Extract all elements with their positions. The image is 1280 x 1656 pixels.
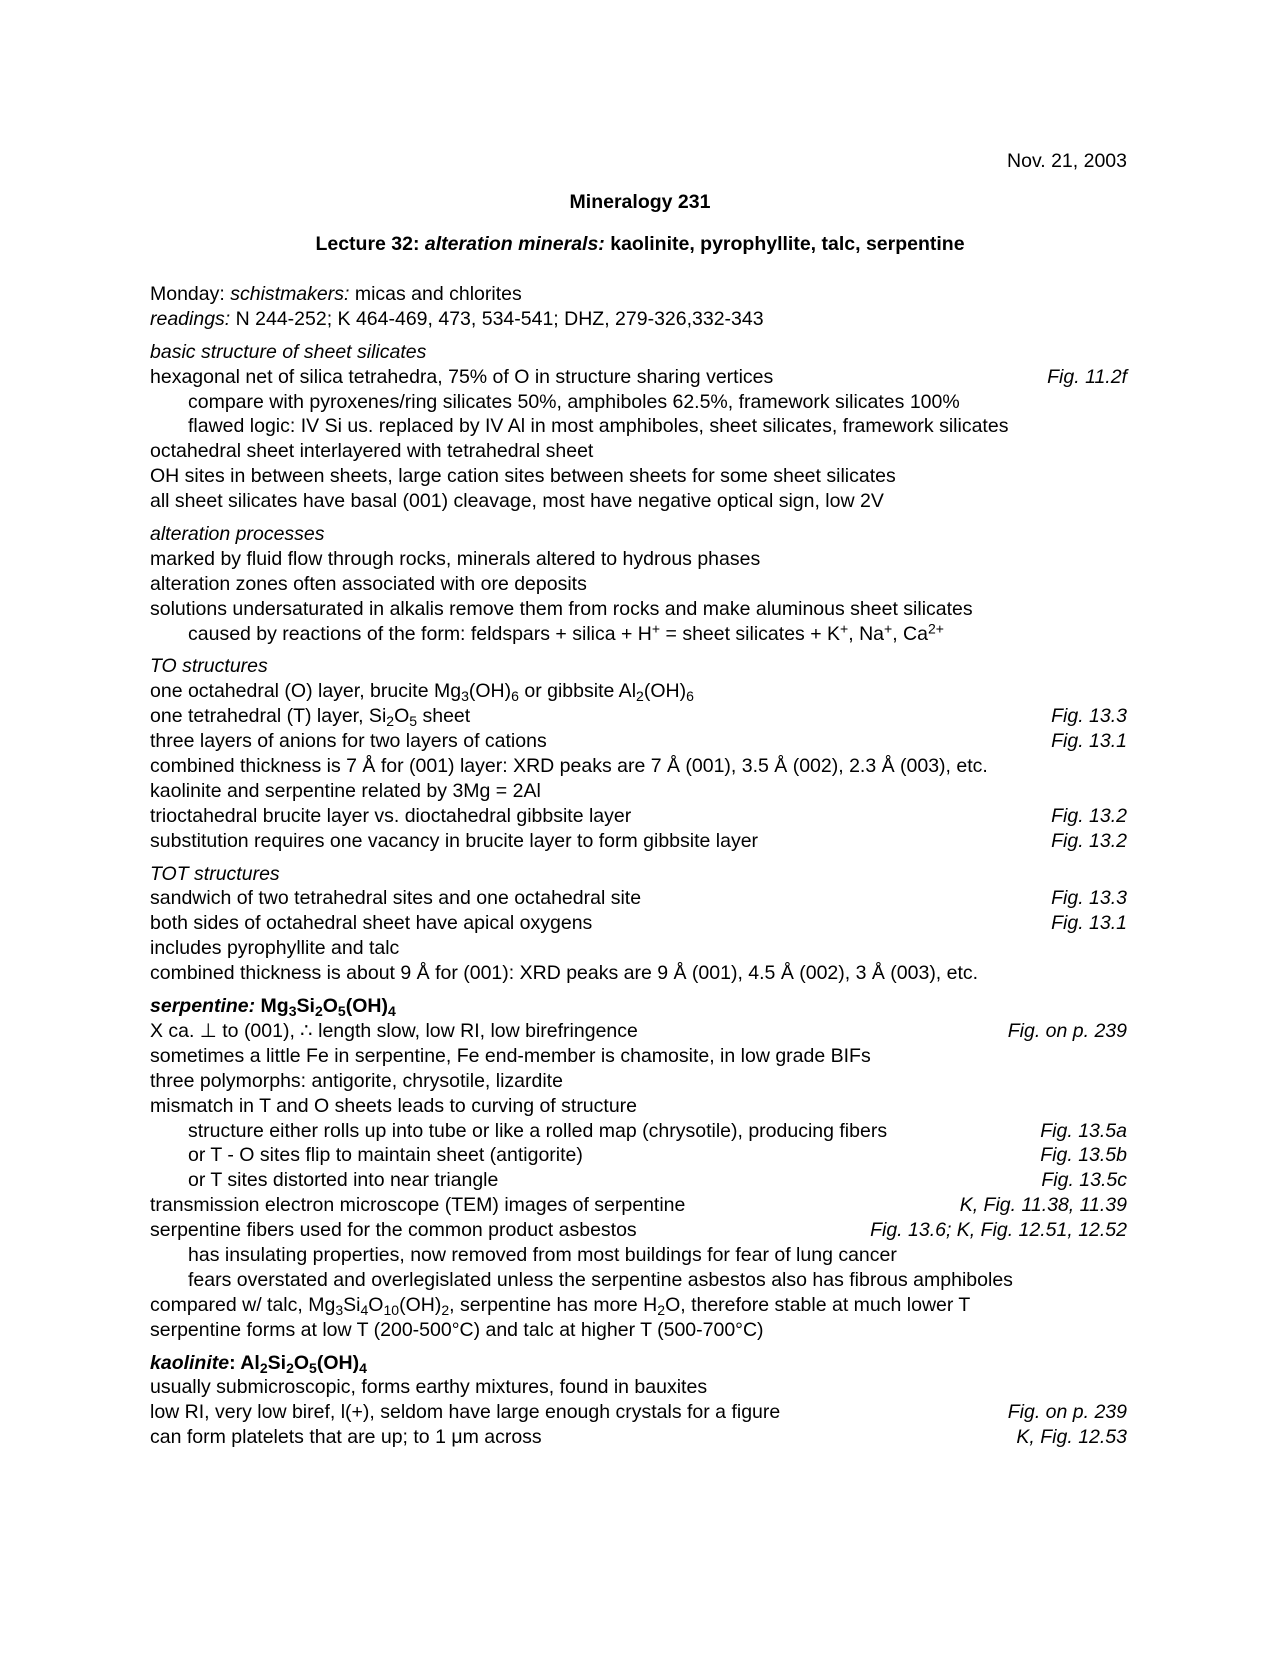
- note-line: serpentine fibers used for the common product asbestos Fig. 13.6; K, Fig. 12.51, 12.52: [150, 1219, 1127, 1242]
- course-title: Mineralogy 231: [569, 191, 711, 213]
- note-line: structure either rolls up into tube or like a rolled map (chrysotile), producing fibers Fig. 13.5a: [188, 1119, 1127, 1142]
- note-line: trioctahedral brucite layer vs. dioctahedral gibbsite layer Fig. 13.2: [150, 804, 1127, 827]
- figure-reference: Fig. 13.2: [1051, 829, 1127, 852]
- monday-line: Monday: schistmakers: micas and chlorites: [150, 283, 522, 305]
- note-line: usually submicroscopic, forms earthy mixtures, found in bauxites: [150, 1376, 708, 1399]
- note-line: all sheet silicates have basal (001) cleavage, most have negative optical sign, low 2V: [150, 490, 884, 513]
- lecture-number: Lecture 32:: [315, 233, 420, 255]
- figure-reference: Fig. 13.6; K, Fig. 12.51, 12.52: [870, 1219, 1127, 1242]
- note-line: sandwich of two tetrahedral sites and one octahedral site Fig. 13.3: [150, 887, 1127, 910]
- lecture-minerals: kaolinite, pyrophyllite, talc, serpentine: [610, 233, 965, 255]
- figure-reference: Fig. 13.5c: [1041, 1169, 1127, 1192]
- note-line: combined thickness is 7 Å for (001) layer: XRD peaks are 7 Å (001), 3.5 Å (002), 2.3 Å (003), etc.: [150, 755, 988, 778]
- figure-reference: Fig. 13.5b: [1040, 1144, 1127, 1167]
- note-line: sometimes a little Fe in serpentine, Fe end-member is chamosite, in low grade BIFs: [150, 1044, 871, 1067]
- note-line: compared w/ talc, $Mg_3Si_4O_{10}(OH)_2$, serpentine has more $H_2O$, therefore stable at much lower T: [150, 1293, 971, 1318]
- figure-reference: K, Fig. 12.53: [1016, 1426, 1127, 1449]
- figure-reference: Fig. 13.1: [1051, 730, 1127, 753]
- figure-reference: Fig. 13.3: [1051, 705, 1127, 728]
- reaction-line: caused by reactions of the form: feldspars + silica + H+ = sheet silicates + K+, Na+, $Ca^{2+}$: [188, 620, 944, 645]
- note-line: fears overstated and overlegislated unless the serpentine asbestos also has fibrous amphiboles: [188, 1268, 1013, 1291]
- note-line: three polymorphs: antigorite, chrysotile, lizardite: [150, 1069, 563, 1092]
- figure-reference: Fig. 13.5a: [1040, 1119, 1127, 1142]
- section-heading-kaolinite: kaolinite: $Al_2Si_2O_5(OH)_4$: [150, 1351, 367, 1376]
- note-line: one octahedral (O) layer, brucite $Mg_3(OH)_6$ or gibbsite $Al_2(OH)_6$: [150, 680, 694, 705]
- note-line: or T - O sites flip to maintain sheet (antigorite) Fig. 13.5b: [188, 1144, 1127, 1167]
- note-line: transmission electron microscope (TEM) images of serpentine K, Fig. 11.38, 11.39: [150, 1194, 1127, 1217]
- lecture-topic: alteration minerals:: [424, 233, 605, 255]
- lecture-title: [0, 233, 1280, 256]
- figure-reference: K, Fig. 11.38, 11.39: [959, 1194, 1127, 1217]
- note-line: X ca. ⊥ to (001), ∴ length slow, low RI, low birefringence Fig. on p. 239: [150, 1019, 1127, 1042]
- note-line: three layers of anions for two layers of cations Fig. 13.1: [150, 730, 1127, 753]
- note-line: solutions undersaturated in alkalis remove them from rocks and make aluminous sheet silicates: [150, 597, 973, 620]
- note-line: substitution requires one vacancy in brucite layer to form gibbsite layer Fig. 13.2: [150, 829, 1127, 852]
- note-line: compare with pyroxenes/ring silicates 50%, amphiboles 62.5%, framework silicates 100%: [188, 390, 960, 413]
- note-line: octahedral sheet interlayered with tetrahedral sheet: [150, 440, 594, 463]
- note-line: low RI, very low biref, l(+), seldom have large enough crystals for a figure Fig. on p. 239: [150, 1401, 1127, 1424]
- section-heading-tot-structures: TOT structures: [150, 862, 280, 885]
- note-line: can form platelets that are up; to 1 μm across K, Fig. 12.53: [150, 1426, 1127, 1449]
- note-line: alteration zones often associated with ore deposits: [150, 572, 587, 595]
- note-line: serpentine forms at low T (200-500°C) and talc at higher T (500-700°C): [150, 1318, 764, 1341]
- note-line: one tetrahedral (T) layer, $Si_2O_5$ sheet Fig. 13.3: [150, 705, 1127, 730]
- note-line: has insulating properties, now removed from most buildings for fear of lung cancer: [188, 1243, 897, 1266]
- readings-line: readings: N 244-252; K 464-469, 473, 534-541; DHZ, 279-326,332-343: [150, 307, 764, 330]
- note-line: both sides of octahedral sheet have apical oxygens Fig. 13.1: [150, 912, 1127, 935]
- figure-reference: Fig. 11.2f: [1047, 365, 1127, 388]
- section-heading-to-structures: TO structures: [150, 655, 268, 678]
- figure-reference: Fig. 13.2: [1051, 804, 1127, 827]
- note-line: hexagonal net of silica tetrahedra, 75% of O in structure sharing vertices Fig. 11.2f: [150, 365, 1127, 388]
- note-line: flawed logic: IV Si us. replaced by IV Al in most amphiboles, sheet silicates, framework silicates: [188, 415, 1009, 438]
- document-date: Nov. 21, 2003: [1007, 150, 1127, 172]
- note-line: or T sites distorted into near triangle Fig. 13.5c: [188, 1169, 1127, 1192]
- figure-reference: Fig. 13.1: [1051, 912, 1127, 935]
- note-line: mismatch in T and O sheets leads to curving of structure: [150, 1094, 638, 1117]
- note-line: includes pyrophyllite and talc: [150, 937, 400, 960]
- note-line: kaolinite and serpentine related by 3Mg = 2Al: [150, 779, 541, 802]
- section-heading-alteration: alteration processes: [150, 523, 325, 546]
- note-line: marked by fluid flow through rocks, minerals altered to hydrous phases: [150, 547, 761, 570]
- figure-reference: Fig. on p. 239: [1007, 1401, 1127, 1424]
- section-heading-serpentine: serpentine: $Mg_3Si_2O_5(OH)_4$: [150, 995, 396, 1019]
- note-line: combined thickness is about 9 Å for (001): XRD peaks are 9 Å (001), 4.5 Å (002), 3 Å (003), etc.: [150, 962, 979, 985]
- figure-reference: Fig. on p. 239: [1007, 1019, 1127, 1042]
- note-line: OH sites in between sheets, large cation sites between sheets for some sheet silicates: [150, 465, 896, 488]
- lecture-notes: [150, 282, 1127, 1450]
- section-heading-sheet-silicates: basic structure of sheet silicates: [150, 340, 427, 363]
- figure-reference: Fig. 13.3: [1051, 887, 1127, 910]
